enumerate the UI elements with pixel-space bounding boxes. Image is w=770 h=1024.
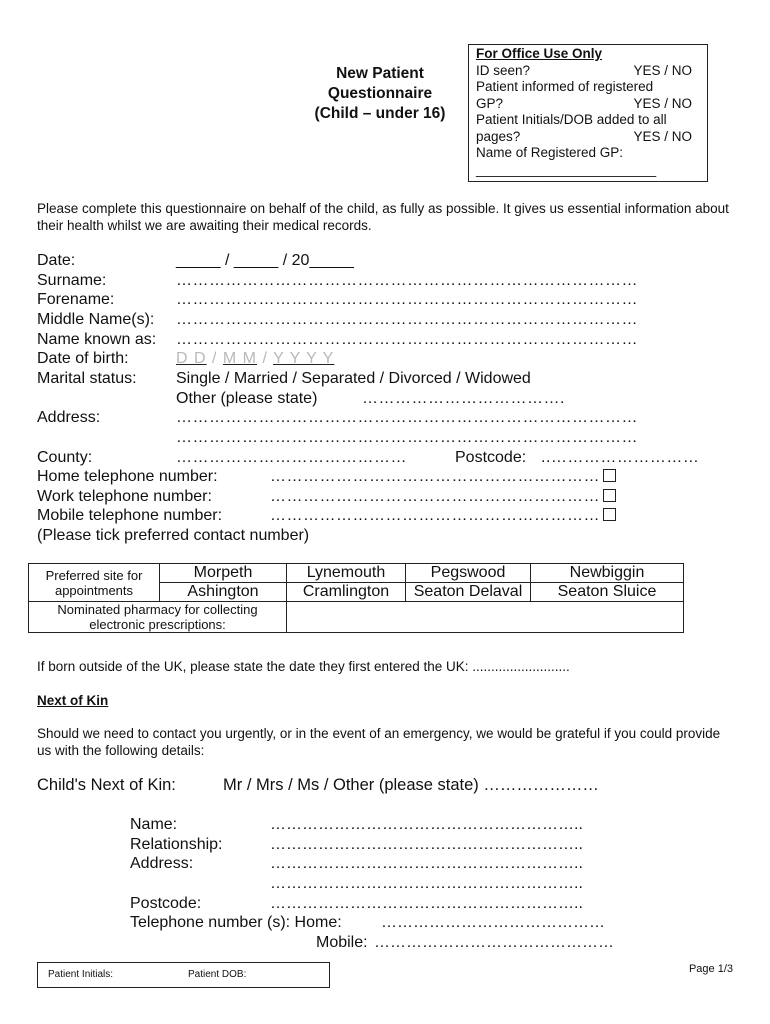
informed-label-2: GP? xyxy=(476,95,504,111)
forename-label: Forename: xyxy=(37,291,115,308)
footer-initials: Patient Initials: xyxy=(48,969,114,980)
postcode-label: Postcode: xyxy=(455,449,527,466)
dob-yyyy: Y Y Y Y xyxy=(273,350,335,367)
site-pegswood[interactable]: Pegswood xyxy=(406,564,531,583)
middle-name-label: Middle Name(s): xyxy=(37,311,155,328)
marital-other-label: Other (please state) xyxy=(176,390,318,407)
kin-relationship-label: Relationship: xyxy=(130,836,223,853)
marital-options[interactable]: Single / Married / Separated / Divorced / Widowed xyxy=(176,370,531,387)
next-of-kin-heading: Next of Kin xyxy=(37,693,109,708)
marital-other-field[interactable]: ………………………………. xyxy=(362,390,565,407)
kin-mobile-field[interactable]: ……………………………………… xyxy=(374,934,614,951)
kin-titles[interactable]: Mr / Mrs / Ms / Other (please state) ………………… xyxy=(223,776,599,794)
pharmacy-label: Nominated pharmacy for collecting electronic prescriptions: xyxy=(29,602,287,633)
site-seaton-delaval[interactable]: Seaton Delaval xyxy=(406,583,531,602)
dob-field[interactable]: D D / M M / Y Y Y Y xyxy=(176,350,335,367)
kin-intro: Should we need to contact you urgently, or in the event of an emergency, we would be grateful if you could provide us with the following details: xyxy=(37,726,721,758)
site-ashington[interactable]: Ashington xyxy=(160,583,287,602)
footer-dob: Patient DOB: xyxy=(188,969,247,980)
county-field[interactable]: …………………………………… xyxy=(176,449,407,466)
known-as-field[interactable]: ………………………………………………………………………… xyxy=(176,331,638,348)
dob-label: Date of birth: xyxy=(37,350,129,367)
work-tel-dots: …………………………………………………… xyxy=(270,488,600,505)
work-tel-label: Work telephone number: xyxy=(37,488,212,505)
page-number: Page 1/3 xyxy=(688,963,733,975)
informed-label: Patient informed of registered xyxy=(476,79,654,94)
kin-postcode-label: Postcode: xyxy=(130,895,202,912)
date-label: Date: xyxy=(37,252,76,269)
intro-text: Please complete this questionnaire on behalf of the child, as fully as possible. It gives us essential information about their health whilst we are awaiting their medical records. xyxy=(37,201,729,233)
sites-label: Preferred site for appointments xyxy=(29,564,160,602)
kin-label: Child's Next of Kin: xyxy=(37,776,176,794)
work-tel-field[interactable] xyxy=(270,487,616,507)
initials-added-label-2: pages? xyxy=(476,128,521,144)
home-tel-field[interactable] xyxy=(270,467,616,487)
mobile-tel-checkbox[interactable] xyxy=(603,508,616,521)
site-seaton-sluice[interactable]: Seaton Sluice xyxy=(531,583,684,602)
title-line-3: (Child – under 16) xyxy=(314,105,446,122)
address-field-2[interactable]: ………………………………………………………………………… xyxy=(176,429,638,446)
title-line-1: New Patient xyxy=(336,65,424,82)
kin-address-label: Address: xyxy=(130,855,194,872)
home-tel-dots: …………………………………………………… xyxy=(270,468,600,485)
informed-yes-no[interactable]: YES / NO xyxy=(633,95,692,111)
home-tel-checkbox[interactable] xyxy=(603,469,616,482)
kin-name-field[interactable]: ………………………………………………….. xyxy=(270,816,583,833)
uk-entry-text: If born outside of the UK, please state the date they first entered the UK: .......................... xyxy=(37,659,570,674)
work-tel-checkbox[interactable] xyxy=(603,489,616,502)
postcode-field[interactable]: ..……………………… xyxy=(541,449,700,466)
tick-note: (Please tick preferred contact number) xyxy=(37,527,310,544)
date-field[interactable]: _____ / _____ / 20_____ xyxy=(176,252,354,269)
kin-address-field-2[interactable]: ………………………………………………….. xyxy=(270,875,583,892)
kin-mobile-label: Mobile: xyxy=(316,934,368,951)
site-morpeth[interactable]: Morpeth xyxy=(160,564,287,583)
forename-field[interactable]: ………………………………………………………………………… xyxy=(176,291,638,308)
known-as-label: Name known as: xyxy=(37,331,157,348)
home-tel-label: Home telephone number: xyxy=(37,468,218,485)
gp-name-field[interactable]: ________________________ xyxy=(476,161,657,177)
pharmacy-field[interactable] xyxy=(287,602,684,633)
gp-name-label: Name of Registered GP: xyxy=(476,145,624,160)
sites-table xyxy=(28,563,684,633)
footer-box xyxy=(37,962,330,988)
kin-postcode-field[interactable]: ………………………………………………….. xyxy=(270,895,583,912)
kin-relationship-field[interactable]: ………………………………………………….. xyxy=(270,836,583,853)
dob-dd: D D xyxy=(176,350,207,367)
id-seen-label: ID seen? xyxy=(476,62,531,78)
address-label: Address: xyxy=(37,409,101,426)
initials-added-label: Patient Initials/DOB added to all xyxy=(476,112,667,127)
site-newbiggin[interactable]: Newbiggin xyxy=(531,564,684,583)
kin-address-field-1[interactable]: ………………………………………………….. xyxy=(270,855,583,872)
county-label: County: xyxy=(37,449,93,466)
middle-name-field[interactable]: ………………………………………………………………………… xyxy=(176,311,638,328)
site-lynemouth[interactable]: Lynemouth xyxy=(287,564,406,583)
office-use-box xyxy=(468,44,708,182)
address-field-1[interactable]: ………………………………………………………………………… xyxy=(176,409,638,426)
mobile-tel-dots: …………………………………………………… xyxy=(270,507,600,524)
form-title xyxy=(300,64,460,124)
id-seen-yes-no[interactable]: YES / NO xyxy=(633,62,692,78)
dob-mm: M M xyxy=(222,350,258,367)
surname-field[interactable]: ………………………………………………………………………… xyxy=(176,272,638,289)
office-heading: For Office Use Only xyxy=(476,46,603,61)
title-line-2: Questionnaire xyxy=(327,85,433,102)
kin-home-field[interactable]: …………………………………… xyxy=(381,914,605,931)
site-cramlington[interactable]: Cramlington xyxy=(287,583,406,602)
kin-name-label: Name: xyxy=(130,816,178,833)
kin-telephone-label: Telephone number (s): Home: xyxy=(130,914,342,931)
initials-yes-no[interactable]: YES / NO xyxy=(633,128,692,144)
surname-label: Surname: xyxy=(37,272,107,289)
marital-label: Marital status: xyxy=(37,370,137,387)
mobile-tel-field[interactable] xyxy=(270,506,616,526)
mobile-tel-label: Mobile telephone number: xyxy=(37,507,223,524)
